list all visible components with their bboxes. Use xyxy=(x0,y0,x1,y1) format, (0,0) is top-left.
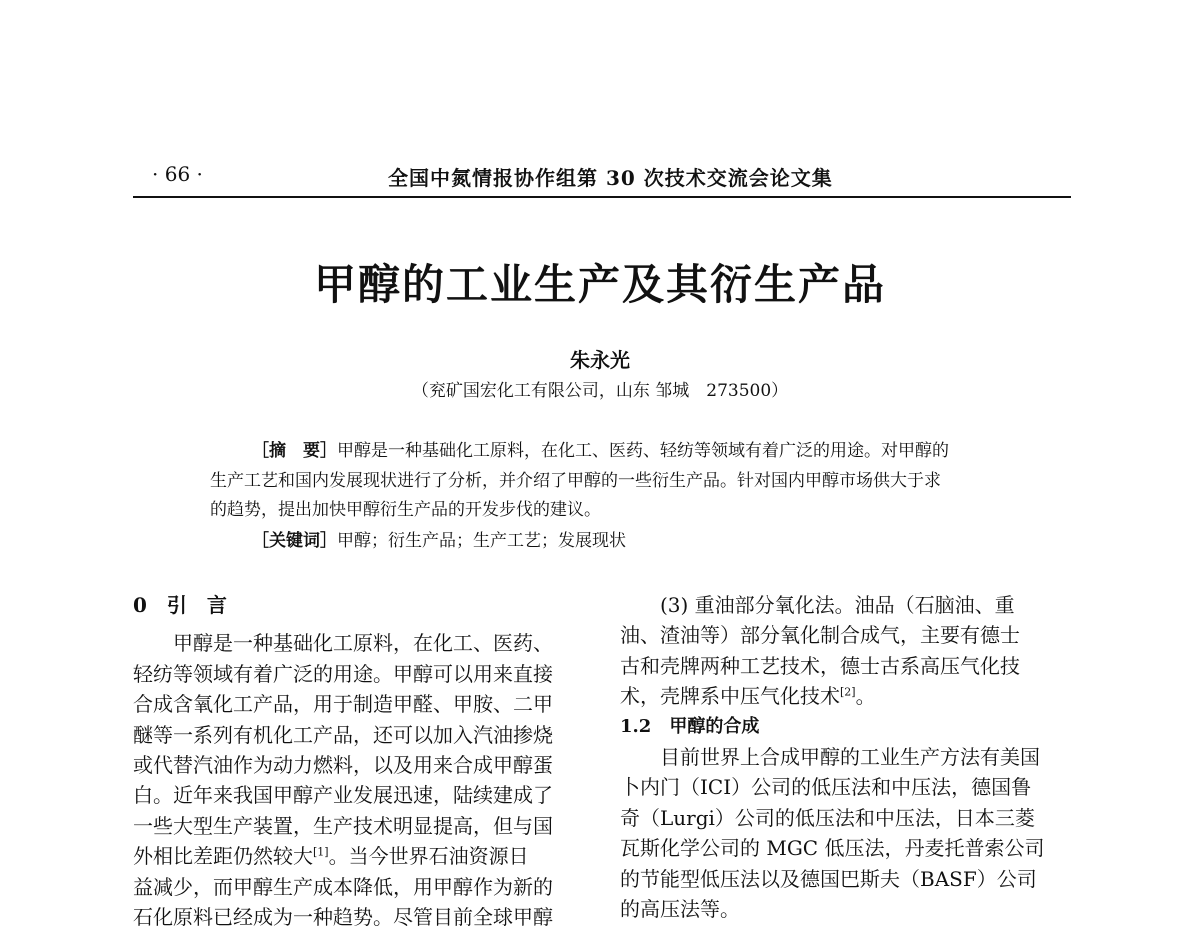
body-line: 石化原料已经成为一种趋势。尽管目前全球甲醇 xyxy=(133,905,553,930)
abstract-line-3: 的趋势，提出加快甲醇衍生产品的开发步伐的建议。 xyxy=(210,500,601,520)
body-line: 卜内门（ICI）公司的低压法和中压法，德国鲁 xyxy=(620,775,1032,800)
paper-title: 甲醇的工业生产及其衍生产品 xyxy=(313,260,886,309)
body-line: 轻纺等领域有着广泛的用途。甲醇可以用来直接 xyxy=(133,661,553,686)
body-line: 目前世界上合成甲醇的工业生产方法有美国 xyxy=(620,745,1040,770)
affiliation: （兖矿国宏化工有限公司，山东 邹城 273500） xyxy=(411,381,789,401)
body-text: 外相比差距仍然较大 xyxy=(133,844,313,869)
body-line: 的节能型低压法以及德国巴斯夫（BASF）公司 xyxy=(620,866,1037,891)
abstract-line-2: 生产工艺和国内发展现状进行了分析，并介绍了甲醇的一些衍生产品。针对国内甲醇市场供大于求 xyxy=(210,471,941,491)
body-line: 油、渣油等）部分氧化制合成气，主要有德士 xyxy=(620,623,1020,648)
section-heading-intro: 0 引 言 xyxy=(133,593,227,617)
right-column xyxy=(620,590,1080,924)
page-number: · 66 · xyxy=(152,162,203,186)
subsection-heading: 1.2 甲醇的合成 xyxy=(620,715,760,737)
body-line: 醚等一系列有机化工产品，还可以加入汽油掺烧 xyxy=(133,722,553,747)
body-line: (3) 重油部分氧化法。油品（石脑油、重 xyxy=(620,593,1015,617)
body-line: 的高压法等。 xyxy=(620,897,740,922)
abstract-label: ［摘 要］ xyxy=(252,441,337,461)
running-title: 全国中氮情报协作组第 30 次技术交流会论文集 xyxy=(388,166,833,190)
abstract-text-1: 甲醇是一种基础化工原料，在化工、医药、轻纺等领域有着广泛的用途。对甲醇的 xyxy=(337,441,949,461)
body-line: 奇（Lurgi）公司的低压法和中压法，日本三菱 xyxy=(620,805,1035,830)
body-line: 白。近年来我国甲醇产业发展迅速，陆续建成了 xyxy=(133,783,553,808)
citation-ref-2: [2] xyxy=(840,685,856,699)
body-text: 术，壳牌系中压气化技术 xyxy=(620,684,840,709)
body-line xyxy=(620,681,1080,711)
body-line: 瓦斯化学公司的 MGC 低压法，丹麦托普索公司 xyxy=(620,836,1045,861)
body-line: 古和壳牌两种工艺技术，德士古系高压气化技 xyxy=(620,653,1020,678)
citation-ref-1: [1] xyxy=(313,845,329,859)
body-line xyxy=(133,841,593,871)
abstract-line-1 xyxy=(252,436,949,461)
keywords-text: 甲醇；衍生产品；生产工艺；发展现状 xyxy=(337,531,626,551)
body-line: 合成含氧化工产品，用于制造甲醛、甲胺、二甲 xyxy=(133,692,553,717)
body-line: 益减少，而甲醇生产成本降低，用甲醇作为新的 xyxy=(133,874,553,899)
keywords-label: ［关键词］ xyxy=(252,531,337,551)
body-line: 或代替汽油作为动力燃料，以及用来合成甲醇蛋 xyxy=(133,753,553,778)
author-name: 朱永光 xyxy=(570,348,630,372)
body-line: 甲醇是一种基础化工原料，在化工、医药、 xyxy=(133,631,553,656)
body-text: 。当今世界石油资源日 xyxy=(328,844,529,869)
body-text: 。 xyxy=(855,684,876,709)
body-line: 一些大型生产装置，生产技术明显提高，但与国 xyxy=(133,813,553,838)
keywords-line xyxy=(252,526,626,551)
header-rule xyxy=(133,196,1071,198)
left-column xyxy=(133,590,593,932)
